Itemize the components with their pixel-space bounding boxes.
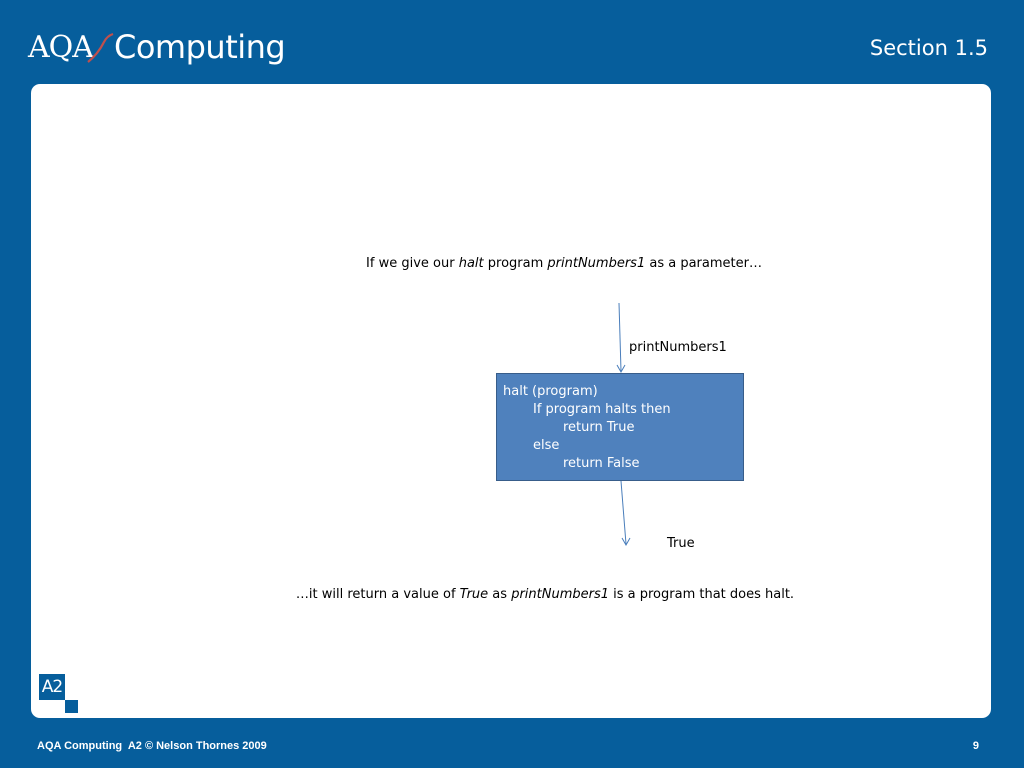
halt-function-box xyxy=(496,373,744,481)
conclusion-true-emphasis: True xyxy=(459,587,489,602)
parameter-label: printNumbers1 xyxy=(629,340,727,355)
footer-page-number: 9 xyxy=(972,740,979,752)
code-line: return False xyxy=(563,456,640,471)
footer-copyright: AQA Computing A2 © Nelson Thornes 2009 xyxy=(37,740,267,752)
a2-badge-label: A2 xyxy=(39,674,65,700)
a2-level-badge xyxy=(39,674,79,714)
input-arrow xyxy=(617,303,625,372)
slide-content-panel xyxy=(31,84,991,718)
intro-text-part: as a parameter… xyxy=(645,256,762,271)
code-line: else xyxy=(533,438,560,453)
code-line: If program halts then xyxy=(533,402,671,417)
section-title: Section 1.5 xyxy=(869,36,988,60)
conclusion-text xyxy=(31,587,1024,602)
a2-badge-square xyxy=(65,700,78,713)
intro-text-part: program xyxy=(483,256,548,271)
conclusion-text-part: …it will return a value of xyxy=(295,587,460,602)
logo-computing-text: Computing xyxy=(114,28,286,66)
intro-halt-emphasis: halt xyxy=(458,256,484,271)
conclusion-text-part: as xyxy=(488,587,512,602)
logo-swoosh-icon xyxy=(86,32,116,66)
conclusion-text-part: is a program that does halt. xyxy=(609,587,795,602)
intro-program-emphasis: printNumbers1 xyxy=(547,256,646,271)
code-line: return True xyxy=(563,420,635,435)
output-arrow xyxy=(621,481,630,545)
logo-aqa-text: AQA xyxy=(28,30,93,65)
intro-text-part: If we give our xyxy=(366,256,459,271)
result-label: True xyxy=(667,536,695,551)
code-line: halt (program) xyxy=(503,384,598,399)
conclusion-program-emphasis: printNumbers1 xyxy=(511,587,609,602)
